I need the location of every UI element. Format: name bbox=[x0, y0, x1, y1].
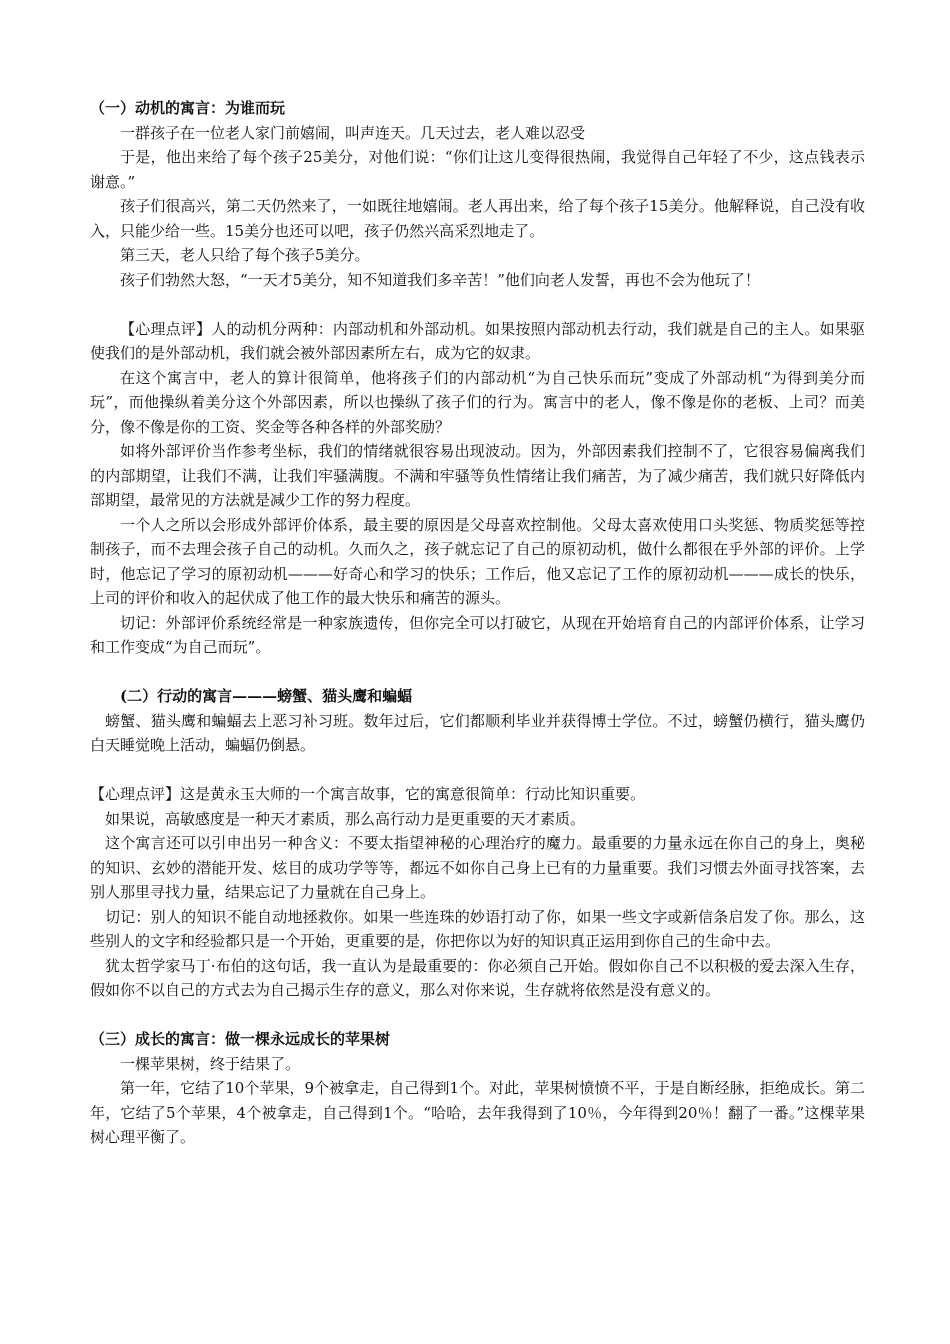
section-1-comment-paragraph: 【心理点评】人的动机分两种：内部动机和外部动机。如果按照内部动机去行动，我们就是自己的主人。如果驱使我们的是外部动机，我们就会被外部因素所左右，成为它的奴隶。 bbox=[90, 319, 865, 362]
section-1-story-paragraph: 第三天，老人只给了每个孩子5美分。 bbox=[120, 246, 370, 264]
section-1-story-paragraph: 孩子们很高兴，第二天仍然来了，一如既往地嬉闹。老人再出来，给了每个孩子15美分。他解释说，自己没有收入，只能少给一些。15美分也还可以吧，孩子仍然兴高采烈地走了。 bbox=[90, 197, 865, 240]
spacer bbox=[90, 1003, 865, 1028]
section-2-story-paragraph: 螃蟹、猫头鹰和蝙蝠去上恶习补习班。数年过后，它们都顺利毕业并获得博士学位。不过，螃蟹仍横行，猫头鹰仍白天睡觉晚上活动，蝙蝠仍倒悬。 bbox=[90, 711, 865, 754]
spacer bbox=[90, 660, 865, 685]
section-1-comment-paragraph: 如将外部评价当作参考坐标，我们的情绪就很容易出现波动。因为，外部因素我们控制不了，它很容易偏离我们的内部期望，让我们不满，让我们牢骚满腹。不满和牢骚等负性情绪让我们痛苦，为了减少痛苦，我们就只好降低内部期望，最常见的方法就是减少工作的努力程度。 bbox=[90, 442, 865, 509]
spacer bbox=[90, 758, 865, 783]
spacer bbox=[90, 292, 865, 317]
section-2-title: (二）行动的寓言———螃蟹、猫头鹰和蝙蝠 bbox=[120, 687, 413, 705]
section-1-comment-paragraph: 在这个寓言中，老人的算计很简单，他将孩子们的内部动机“为自己快乐而玩”变成了外部动机“为得到美分而玩”，而他操纵着美分这个外部因素，所以也操纵了孩子们的行为。寓言中的老人，像不像是你的老板、上司？而美分，像不像是你的工资、奖金等各种各样的外部奖励？ bbox=[90, 368, 865, 436]
section-2-comment-paragraph: 犹太哲学家马丁·布伯的这句话，我一直认为是最重要的：你必须自己开始。假如你自己不以积极的爱去深入生存，假如你不以自己的方式去为自己揭示生存的意义，那么对你来说，生存就将依然是没有意义的。 bbox=[90, 956, 865, 999]
section-3-title: （三）成长的寓言：做一棵永远成长的苹果树 bbox=[90, 1030, 391, 1048]
section-2-comment-paragraph: 【心理点评】这是黄永玉大师的一个寓言故事，它的寓意很简单：行动比知识重要。 bbox=[90, 785, 646, 803]
section-2-comment-paragraph: 切记：别人的知识不能自动地拯救你。如果一些连珠的妙语打动了你，如果一些文字或新信条启发了你。那么，这些别人的文字和经验都只是一个开始，更重要的是，你把你以为好的知识真正运用到你自己的生命中去。 bbox=[90, 907, 865, 950]
document-page bbox=[90, 96, 865, 1150]
section-1-comment-paragraph: 切记：外部评价系统经常是一种家族遗传，但你完全可以打破它，从现在开始培育自己的内部评价体系，让学习和工作变成“为自己而玩”。 bbox=[90, 613, 865, 656]
section-1-story-paragraph: 于是，他出来给了每个孩子25美分，对他们说：“你们让这儿变得很热闹，我觉得自己年轻了不少，这点钱表示谢意。” bbox=[90, 148, 865, 191]
section-1-story-paragraph: 一群孩子在一位老人家门前嬉闹，叫声连天。几天过去，老人难以忍受 bbox=[120, 123, 586, 142]
section-3-story-paragraph: 第一年，它结了10个苹果，9个被拿走，自己得到1个。对此，苹果树愤愤不平，于是自断经脉，拒绝成长。第二年，它结了5个苹果，4个被拿走，自己得到1个。“哈哈，去年我得到了10％，今年得到20％！翻了一番。”这棵苹果树心理平衡了。 bbox=[90, 1079, 865, 1146]
section-2-comment-paragraph: 这个寓言还可以引申出另一种含义：不要太指望神秘的心理治疗的魔力。最重要的力量永远在你自己的身上，奥秘的知识、玄妙的潜能开发、炫目的成功学等等，都远不如你自己身上已有的力量重要。我们习惯去外面寻找答案，去别人那里寻找力量，结果忘记了力量就在自己身上。 bbox=[90, 834, 865, 901]
section-1-title: （一）动机的寓言：为谁而玩 bbox=[90, 99, 286, 117]
section-1-comment-paragraph: 一个人之所以会形成外部评价体系，最主要的原因是父母喜欢控制他。父母太喜欢使用口头奖惩、物质奖惩等控制孩子，而不去理会孩子自己的动机。久而久之，孩子就忘记了自己的原初动机，做什么都很在乎外部的评价。上学时，他忘记了学习的原初动机———好奇心和学习的快乐；工作后，他又忘记了工作的原初动机———成长的快乐，上司的评价和收入的起伏成了他工作的最大快乐和痛苦的源头。 bbox=[90, 515, 865, 607]
section-3-story-paragraph: 一棵苹果树，终于结果了。 bbox=[120, 1054, 301, 1073]
section-2-comment-paragraph: 如果说，高敏感度是一种天才素质，那么高行动力是更重要的天才素质。 bbox=[105, 809, 586, 828]
section-1-story-paragraph: 孩子们勃然大怒，“一天才5美分，知不知道我们多辛苦！”他们向老人发誓，再也不会为他玩了！ bbox=[120, 270, 760, 289]
